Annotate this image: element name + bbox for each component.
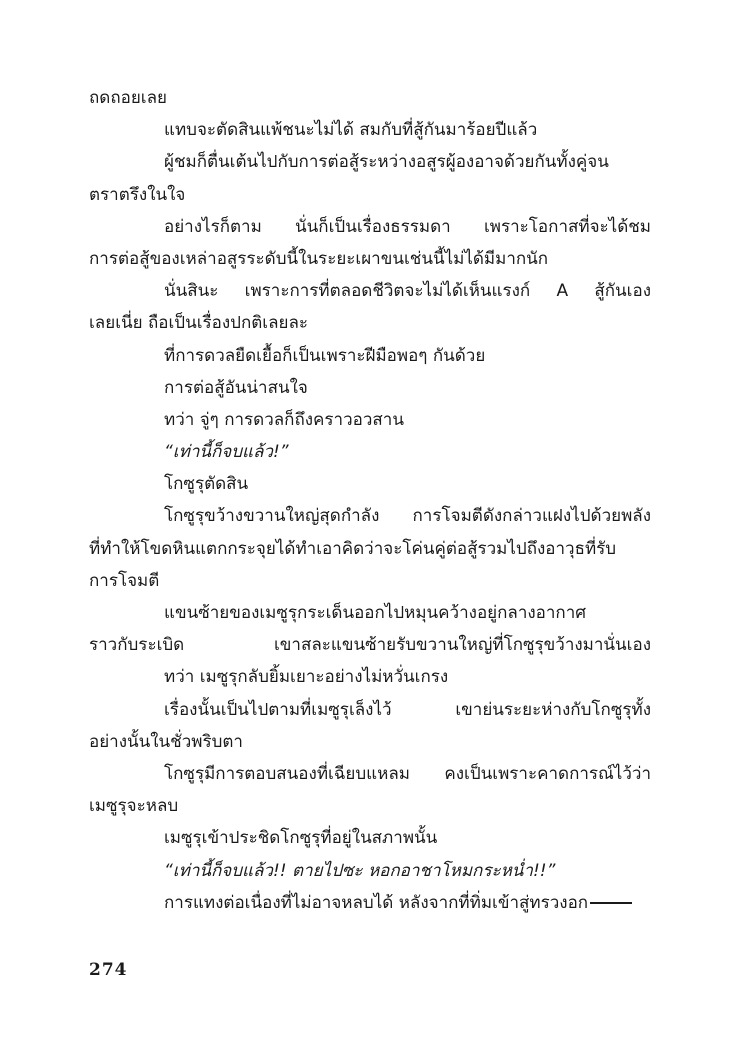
text-line: ทว่า จู่ๆ การดวลก็ถึงคราวอวสาน bbox=[164, 409, 404, 430]
text-line: การต่อสู้ของเหล่าอสูรระดับนี้ในระยะเผาขนเช่นนี้ไม่ได้มีมากนัก bbox=[89, 248, 549, 269]
text-line: เลยเนี่ย ถือเป็นเรื่องปกติเลยละ bbox=[89, 313, 309, 334]
text-line: นั่นสินะ เพราะการที่ตลอดชีวิตจะไม่ได้เห็นแรงก์ A สู้กันเอง bbox=[164, 281, 651, 302]
text-line: ที่ทำให้โขดหินแตกกระจุยได้ทำเอาคิดว่าจะโค่นคู่ต่อสู้รวมไปถึงอาวุธที่รับ bbox=[89, 538, 617, 559]
page-number: 274 bbox=[89, 960, 128, 980]
text-line: อย่างนั้นในชั่วพริบตา bbox=[89, 731, 243, 752]
text-line: ตราตรึงในใจ bbox=[89, 184, 186, 205]
text-line: โกซูรุมีการตอบสนองที่เฉียบแหลม คงเป็นเพราะคาดการณ์ไว้ว่า bbox=[164, 763, 651, 784]
dialogue-line: “เท่านี้ก็จบแล้ว!” bbox=[164, 442, 289, 463]
dialogue-line: “เท่านี้ก็จบแล้ว!! ตายไปซะ หอกอาชาโหมกระหน่ำ!!” bbox=[164, 860, 556, 881]
text-line: ราวกับระเบิด เขาสละแขนซ้ายรับขวานใหญ่ที่โกซูรุขว้างมานั่นเอง bbox=[89, 635, 651, 656]
text-line: อย่างไรก็ตาม นั่นก็เป็นเรื่องธรรมดา เพราะโอกาสที่จะได้ชม bbox=[164, 216, 651, 237]
text-line: ถดถอยเลย bbox=[89, 88, 167, 108]
text-line: โกซูรุขว้างขวานใหญ่สุดกำลัง การโจมตีดังกล่าวแฝงไปด้วยพลัง bbox=[164, 506, 651, 527]
text-line: เรื่องนั้นเป็นไปตามที่เมซูรุเล็งไว้ เขาย่นระยะห่างกับโกซูรุทั้ง bbox=[164, 699, 651, 720]
em-dash bbox=[590, 902, 632, 904]
text-line: เมซูรุจะหลบ bbox=[89, 796, 179, 817]
text-line: ผู้ชมก็ตื่นเต้นไปกับการต่อสู้ระหว่างอสูรผู้องอาจด้วยกันทั้งคู่จน bbox=[164, 152, 609, 173]
text-line: โกซูรุตัดสิน bbox=[164, 474, 249, 495]
text-line: การต่อสู้อันน่าสนใจ bbox=[164, 377, 308, 398]
text-line: เมซูรุเข้าประชิดโกซูรุที่อยู่ในสภาพนั้น bbox=[164, 828, 438, 849]
text-line bbox=[89, 887, 651, 919]
text-line: แทบจะตัดสินแพ้ชนะไม่ได้ สมกับที่สู้กันมาร้อยปีแล้ว bbox=[164, 120, 538, 141]
text-line-content: การแทงต่อเนื่องที่ไม่อาจหลบได้ หลังจากที่ทิ่มเข้าสู่ทรวงอก bbox=[164, 892, 589, 913]
body-text bbox=[89, 82, 651, 919]
text-line: การโจมตี bbox=[89, 570, 160, 591]
text-line: ทว่า เมซูรุกลับยิ้มเยาะอย่างไม่หวั่นเกรง bbox=[164, 667, 449, 688]
text-line: ที่การดวลยืดเยื้อก็เป็นเพราะฝีมือพอๆ กันด้วย bbox=[164, 345, 486, 366]
text-line: แขนซ้ายของเมซูรุกระเด็นออกไปหมุนคว้างอยู่กลางอากาศ bbox=[164, 603, 587, 623]
